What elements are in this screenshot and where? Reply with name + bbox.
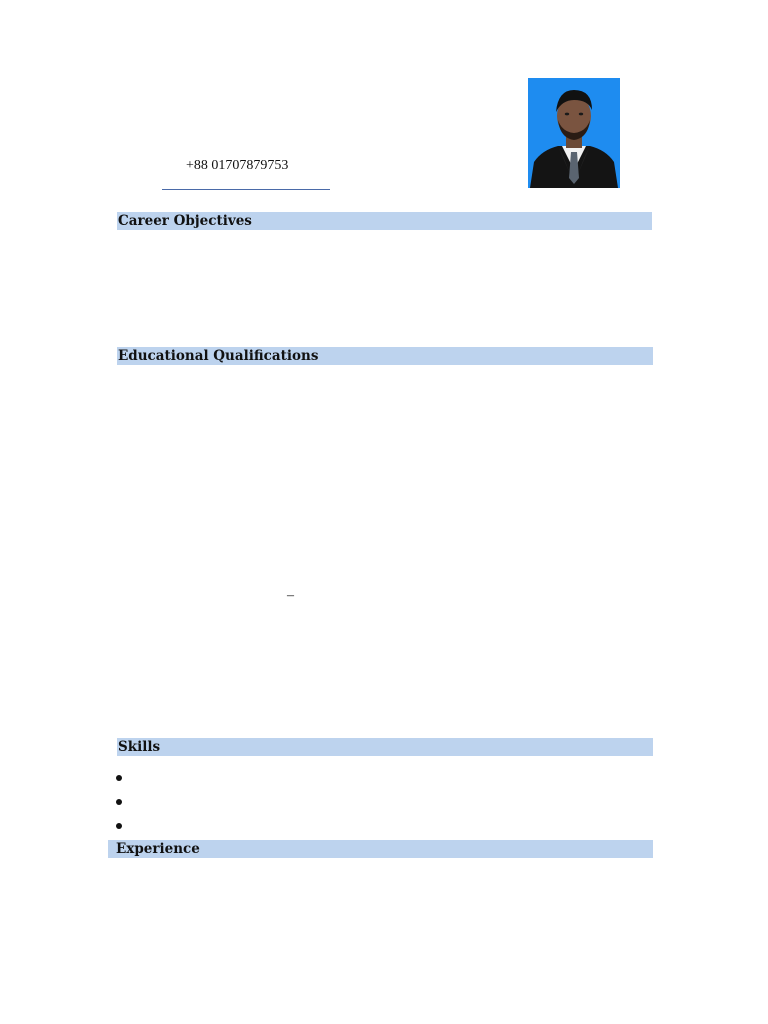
section-skills xyxy=(117,738,653,756)
bullet-icon xyxy=(116,775,122,781)
section-title-educational-qualifications: Educational Qualifications xyxy=(118,348,319,364)
section-experience xyxy=(108,840,653,858)
phone-number: +88 01707879753 xyxy=(186,158,289,173)
profile-photo xyxy=(528,78,620,188)
section-educational-qualifications xyxy=(117,347,653,365)
section-career-objectives xyxy=(117,212,652,230)
bullet-icon xyxy=(116,799,122,805)
section-title-skills: Skills xyxy=(118,739,161,755)
portrait-image xyxy=(528,78,620,188)
bullet-icon xyxy=(116,823,122,829)
education-dash: – xyxy=(287,588,294,603)
section-title-career-objectives: Career Objectives xyxy=(118,213,252,229)
phone-underline xyxy=(162,189,330,190)
section-title-experience: Experience xyxy=(116,841,200,857)
